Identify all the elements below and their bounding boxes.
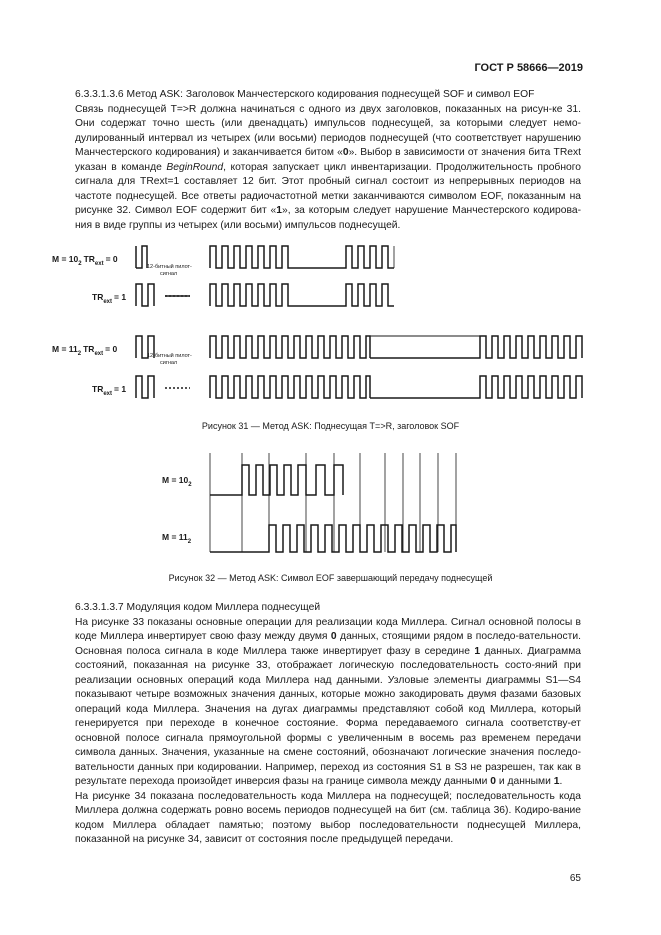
fig32-wave-m10 <box>210 465 343 495</box>
section-2-heading: 6.3.3.1.3.7 Модуляция кодом Миллера поднесущей <box>75 602 321 613</box>
figure-31-caption: Рисунок 31 — Метод ASK: Поднесущая T=>R, заголовок SOF <box>201 421 460 431</box>
fig31-pilot-note-1a: 12-битный пилот- <box>147 264 192 270</box>
fig32-label-m11: $M = 11_2$ <box>162 532 192 545</box>
section-1 <box>75 88 581 233</box>
figure-31-diagram <box>0 240 661 415</box>
section-2 <box>75 601 581 848</box>
standard-number: ГОСТ Р 58666—2019 <box>474 62 583 74</box>
section-1-text: Связь поднесущей T=>R должна начинаться с одного из двух заголовков, показанных на рисун-ке 31. Они содержат точно шесть (или двенадцать) импульсов поднесущей, за которыми следует немо-дулированный интервал из четырех (или восьми) периодов поднесущей (что соответствует нарушению Манчестерского кодирования) и заканчивается битом «0». Выбор в зависимости от значения бита TRext указан в команде BeginRound, которая запускает цикл инвентаризации. Продолжительность пробного сигнала для TRext=1 составляет 12 бит. Этот пробный сигнал состоит из непрерывных периодов на частоте поднесущей. Все ответы радиочастотной метки заканчиваются символом EOF, показанным на рисунке 32. Символ EOF содержит бит «1», за которым следует нарушение Манчестерского кодирова-ния в виде группы из четырех (или восьми) импульсов поднесущей. <box>75 103 581 231</box>
fig31-pilot-note-2a: 12-битный пилот- <box>147 353 192 359</box>
page-number: 65 <box>569 873 581 884</box>
figure-32-diagram <box>0 445 661 565</box>
fig31-label-m10: $M = 10_2$ $TR_{ext} = 0$ <box>52 254 118 267</box>
section-2-paragraph-2: На рисунке 34 показана последовательность кода Миллера на поднесущей; последовательность кода Миллера должна содержать ровно восемь периодов поднесущей на бит (см. таблица 36). Кодиро-вание кодом Миллера обладает памятью; поэтому выбор последовательности поднесущей Миллера, показанной на рисунке 34, зависит от состояния после предыдущей передачи. <box>75 790 581 845</box>
fig31-wave-m11-tr0 <box>136 336 582 358</box>
fig31-wave-m11-tr1 <box>136 376 582 398</box>
fig31-label-tr1-a: $TR_{ext} = 1$ <box>92 292 127 305</box>
fig31-pilot-note-1b: сигнал <box>160 271 178 277</box>
fig32-wave-m11 <box>210 525 456 552</box>
fig31-label-m11: $M = 11_2$ $TR_{ext} = 0$ <box>52 344 118 357</box>
section-2-paragraph-1: На рисунке 33 показаны основные операции для реализации кода Миллера. Сигнал основной полосы в коде Миллера инвертирует свою фазу между двумя 0 данных, стоящими рядом в последо-вательности. Основная полоса сигнала в коде Миллера также инвертирует фазу в середине 1 данных. Диаграмма состояний, показанная на рисунке 33, отображает логическую последовательность состо-яний при реализации основных операций кода Миллера над данными. Узловые элементы диаграммы S1—S4 показывают четыре возможных значения данных, которые можно закодировать двумя фазами базовых операций кода Миллера. Значения на дугах диаграммы представляют собой код Миллера, который генерируется при переходе в конечное состояние. Форма передаваемого сигнала соответству-ет основной полосе сигнала прямоугольной формы с увеличенным в восемь раз временем передачи символа данных. Значения, указанные на смене состояний, обозначают логические значения последо-вательности данных при кодировании. Например, переход из состояния S1 в S3 не разрешен, так как в результате перехода произойдет инверсия фазы на границе символа между данными 0 и данными 1. <box>75 616 582 787</box>
fig31-label-tr1-b: $TR_{ext} = 1$ <box>92 384 127 397</box>
fig31-wave-m10-tr1 <box>136 284 394 306</box>
figure-32-caption: Рисунок 32 — Метод ASK: Символ EOF завершающий передачу поднесущей <box>168 573 493 583</box>
fig32-label-m10: $M = 10_2$ <box>162 475 192 488</box>
fig31-pilot-note-2b: сигнал <box>160 360 178 366</box>
section-1-heading: 6.3.3.1.3.6 Метод ASK: Заголовок Манчестерского кодирования поднесущей SOF и символ EOF <box>75 89 535 100</box>
